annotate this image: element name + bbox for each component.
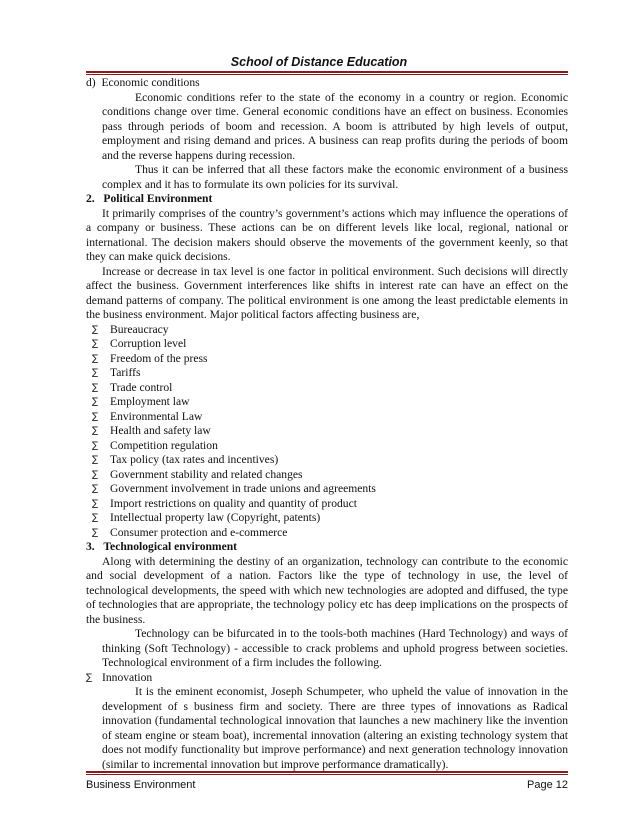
footer-rule-thin bbox=[86, 774, 568, 775]
economic-para-1: Economic conditions refer to the state of the economy in a country or region. Economic conditions change over time. General economic conditions have an effect on business. Economies pass through periods of boom and recession. A boom is attributed by high levels of output, employment and rising demand and prices. A business can reap profits during the periods of boom and the reverse happens during recession. bbox=[102, 90, 568, 162]
list-item: ∑ Bureaucracy bbox=[92, 322, 169, 336]
list-item: ∑ Tariffs bbox=[92, 366, 141, 379]
footer-page-number: Page 12 bbox=[527, 779, 568, 791]
sigma-bullet-icon: ∑ bbox=[92, 498, 99, 509]
innovation-label: Innovation bbox=[102, 670, 153, 684]
sigma-bullet-icon: ∑ bbox=[92, 324, 99, 335]
list-item: ∑ Competition regulation bbox=[92, 438, 218, 452]
sigma-bullet-icon: ∑ bbox=[92, 397, 99, 407]
header-rule-thin bbox=[86, 74, 568, 75]
economic-para-2: Thus it can be inferred that all these factors make the economic environment of a business complex and it has to formulate its own policies for its survival. bbox=[102, 163, 568, 191]
sigma-bullet-icon: ∑ bbox=[92, 339, 99, 349]
sigma-bullet-icon: ∑ bbox=[92, 382, 99, 393]
page-header: School of Distance Education bbox=[230, 55, 408, 69]
page-body bbox=[86, 76, 568, 772]
technological-para-1: Along with determining the destiny of an organization, technology can contribute to the economic and social development of a nation. Factors like the type of technology in use, the level of technological developments, the speed with which new technologies are adopted and diffused, the type of technologies that are appropriate, the technology policy etc has deep implications on the prospects of the business. bbox=[86, 554, 568, 626]
sigma-bullet-icon: ∑ bbox=[92, 455, 99, 465]
political-factors-list bbox=[86, 323, 568, 541]
list-item: ∑ Health and safety law bbox=[92, 424, 211, 437]
sigma-bullet-icon: ∑ bbox=[92, 484, 99, 494]
sigma-bullet-icon: ∑ bbox=[92, 353, 99, 364]
list-item: ∑ Intellectual property law (Copyright, patents) bbox=[92, 511, 321, 524]
list-item: ∑ Trade control bbox=[92, 380, 173, 394]
list-item: ∑ Employment law bbox=[92, 395, 190, 408]
list-item: ∑ Environmental Law bbox=[92, 409, 203, 423]
sigma-bullet-icon: ∑ bbox=[92, 527, 99, 538]
political-para-1: It primarily comprises of the country’s government’s actions which may influence the operations of a company or business. These actions can be on different levels like local, regional, national or international. The decision makers should observe the movements of the government keenly, so that they can make quick decisions. bbox=[86, 206, 568, 263]
sigma-bullet-icon: ∑ bbox=[86, 672, 93, 683]
list-item: ∑ Freedom of the press bbox=[92, 351, 208, 365]
list-item: ∑ Government involvement in trade unions and agreements bbox=[92, 482, 376, 495]
list-item: ∑ Consumer protection and e-commerce bbox=[92, 525, 288, 539]
sigma-bullet-icon: ∑ bbox=[92, 426, 99, 436]
header-rule bbox=[86, 71, 568, 73]
list-item: ∑ Tax policy (tax rates and incentives) bbox=[92, 453, 279, 466]
list-item: ∑ Import restrictions on quality and quantity of product bbox=[92, 496, 357, 510]
innovation-text: It is the eminent economist, Joseph Schumpeter, who upheld the value of innovation in the development of s business firm and society. There are three types of innovations as Radical innovation (fundamental technological innovation that launches a new machinery like the invention of steam engine or steam boat), incremental innovation (altering an existing technology system that does not modify functionality but improve performance) and next generation technology innovation (similar to incremental innovation but improve performance dramatically). bbox=[102, 685, 568, 771]
innovation-item bbox=[86, 671, 568, 773]
list-item: ∑ Corruption level bbox=[92, 337, 187, 350]
sigma-bullet-icon: ∑ bbox=[92, 440, 99, 451]
list-item: ∑ Government stability and related changes bbox=[92, 467, 303, 481]
sigma-bullet-icon: ∑ bbox=[92, 469, 99, 480]
footer-course-title: Business Environment bbox=[86, 779, 196, 791]
political-para-2: Increase or decrease in tax level is one factor in political environment. Such decisions will directly affect the business. Government interferences like shifts in interest rate can have an effect on the demand patterns of company. The political environment is one among the least predictable elements in the business environment. Major political factors affecting business are, bbox=[86, 264, 568, 321]
technological-heading: 3. Technological environment bbox=[86, 540, 238, 553]
footer-rule bbox=[86, 771, 568, 773]
sigma-bullet-icon: ∑ bbox=[92, 513, 99, 523]
economic-heading: d) Economic conditions bbox=[86, 76, 200, 89]
sigma-bullet-icon: ∑ bbox=[92, 368, 99, 378]
political-heading: 2. Political Environment bbox=[86, 192, 213, 205]
technological-para-2: Technology can be bifurcated in to the tools-both machines (Hard Technology) and ways of thinking (Soft Technology) - accessible to crack problems and uphold progress between societies. Technological environment of a firm includes the following. bbox=[102, 627, 568, 669]
sigma-bullet-icon: ∑ bbox=[92, 411, 99, 422]
